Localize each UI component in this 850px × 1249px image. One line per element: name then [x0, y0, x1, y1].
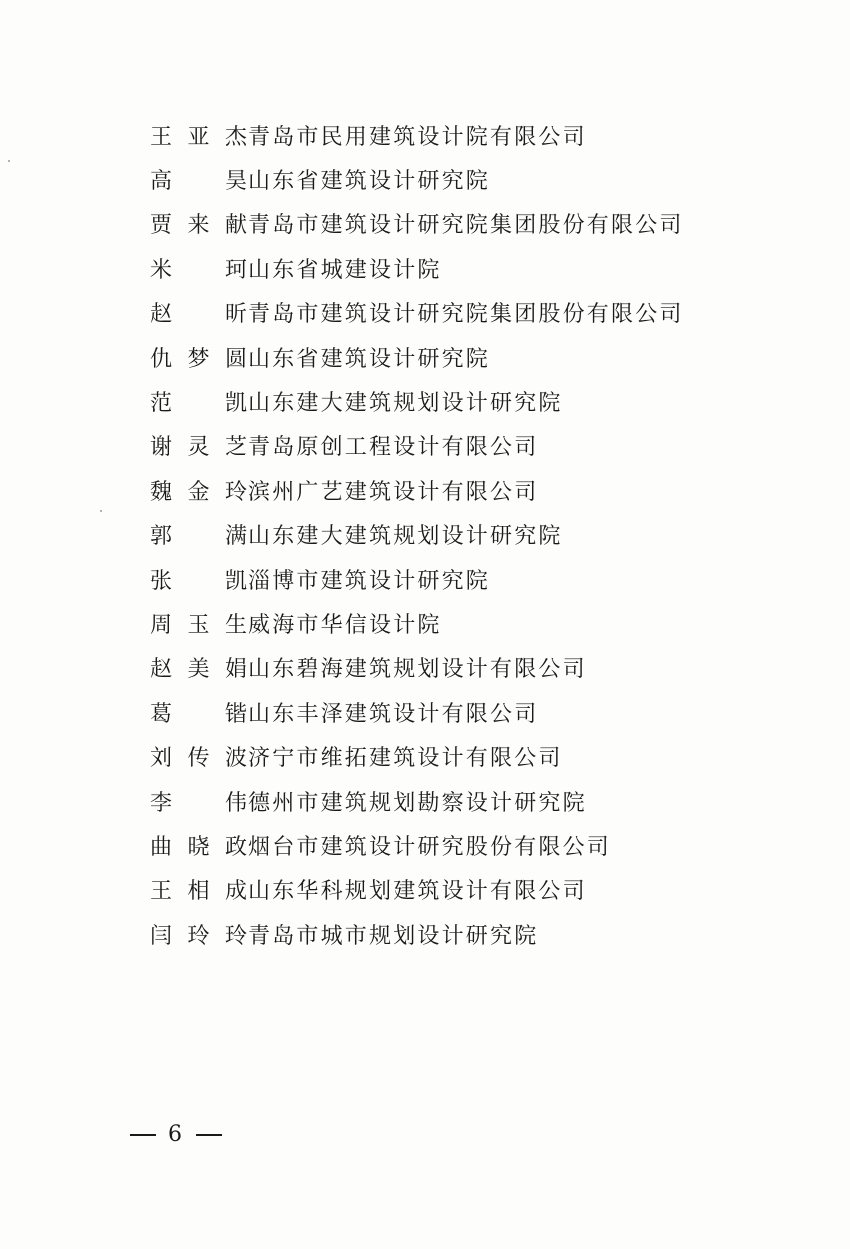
- list-item: [150, 468, 770, 512]
- list-item: [150, 202, 770, 246]
- organization-name: 山东省建筑设计研究院: [248, 346, 491, 372]
- organization-name: 德州市建筑规划勘察设计研究院: [248, 790, 587, 816]
- person-name: 葛锴: [150, 701, 248, 727]
- name-list: [150, 113, 770, 956]
- person-name: 赵昕: [150, 302, 248, 328]
- person-name: 李伟: [150, 790, 248, 816]
- person-name: 米珂: [150, 257, 248, 283]
- organization-name: 山东碧海建筑规划设计有限公司: [248, 657, 587, 683]
- list-item: [150, 291, 770, 335]
- organization-name: 淄博市建筑设计研究院: [248, 568, 491, 594]
- list-item: [150, 690, 770, 734]
- person-name: 高昊: [150, 169, 248, 195]
- list-item: [150, 601, 770, 645]
- list-item: [150, 513, 770, 557]
- person-name: 刘传波: [150, 746, 248, 772]
- person-name: 郭满: [150, 524, 248, 550]
- list-item: [150, 868, 770, 912]
- person-name: 赵美娟: [150, 657, 248, 683]
- person-name: 闫玲玲: [150, 923, 248, 949]
- person-name: 仇梦圆: [150, 346, 248, 372]
- person-name: 曲晓政: [150, 834, 248, 860]
- list-item: [150, 157, 770, 201]
- person-name: 谢灵芝: [150, 435, 248, 461]
- list-item: [150, 734, 770, 778]
- organization-name: 山东华科规划建筑设计有限公司: [248, 879, 587, 905]
- organization-name: 济宁市维拓建筑设计有限公司: [248, 746, 563, 772]
- organization-name: 青岛市建筑设计研究院集团股份有限公司: [248, 302, 684, 328]
- list-item: [150, 557, 770, 601]
- organization-name: 山东丰泽建筑设计有限公司: [248, 701, 539, 727]
- organization-name: 青岛原创工程设计有限公司: [248, 435, 539, 461]
- list-item: [150, 335, 770, 379]
- organization-name: 山东省建筑设计研究院: [248, 169, 491, 195]
- list-item: [150, 823, 770, 867]
- organization-name: 烟台市建筑设计研究股份有限公司: [248, 834, 612, 860]
- page-number: 6: [168, 1122, 184, 1147]
- page-number-footer: [118, 1122, 234, 1147]
- scan-speck: [100, 510, 102, 512]
- organization-name: 青岛市建筑设计研究院集团股份有限公司: [248, 213, 684, 239]
- organization-name: 滨州广艺建筑设计有限公司: [248, 479, 539, 505]
- person-name: 魏金玲: [150, 479, 248, 505]
- organization-name: 威海市华信设计院: [248, 612, 442, 638]
- person-name: 张凯: [150, 568, 248, 594]
- organization-name: 青岛市城市规划设计研究院: [248, 923, 539, 949]
- person-name: 王相成: [150, 879, 248, 905]
- person-name: 周玉生: [150, 612, 248, 638]
- list-item: [150, 779, 770, 823]
- person-name: 贾来献: [150, 213, 248, 239]
- scan-speck: [8, 160, 10, 162]
- organization-name: 青岛市民用建筑设计院有限公司: [248, 124, 587, 150]
- right-dash: [196, 1134, 222, 1136]
- list-item: [150, 246, 770, 290]
- person-name: 范凯: [150, 391, 248, 417]
- organization-name: 山东建大建筑规划设计研究院: [248, 524, 563, 550]
- list-item: [150, 646, 770, 690]
- organization-name: 山东省城建设计院: [248, 257, 442, 283]
- person-name: 王亚杰: [150, 124, 248, 150]
- organization-name: 山东建大建筑规划设计研究院: [248, 391, 563, 417]
- list-item: [150, 912, 770, 956]
- list-item: [150, 113, 770, 157]
- left-dash: [130, 1134, 156, 1136]
- list-item: [150, 379, 770, 423]
- list-item: [150, 424, 770, 468]
